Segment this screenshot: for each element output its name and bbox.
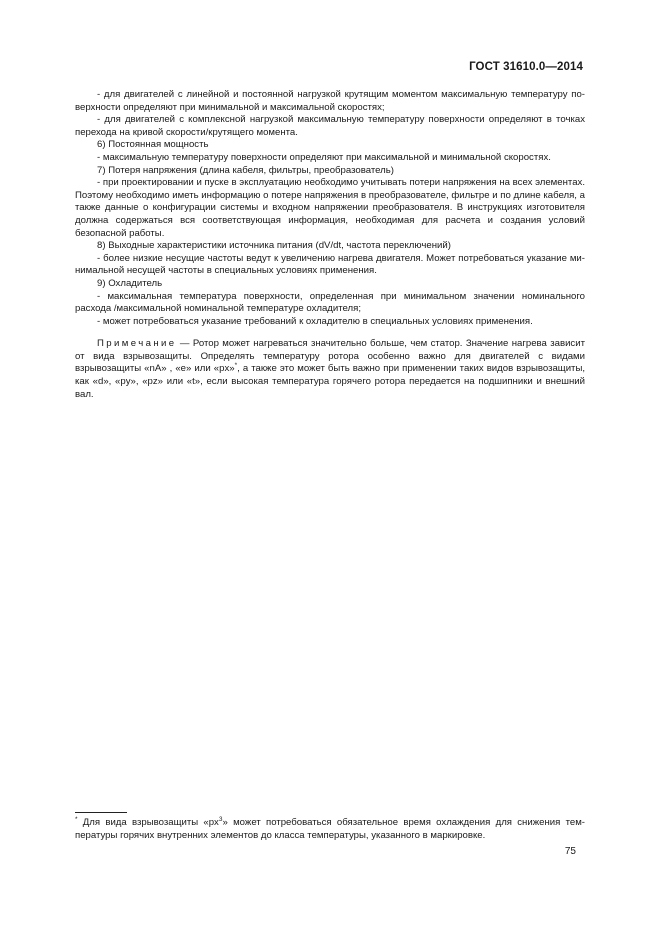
body-text [75,89,585,401]
note-text-continued: , а также это может быть важно при применении таких видов взрывозащиты, как «d», «py», «pz» или «t», если высокая температура горячего ротора передается на подшипники и внешний вал. [75,363,586,400]
footnote-reference-mark[interactable]: * [234,362,238,370]
paragraph: - более низкие несущие частоты ведут к увеличению нагрева двигателя. Может потребоваться указание ми-нимальной несущей частоты в специальных условиях применения. [75,252,585,277]
paragraph: 7) Потеря напряжения (длина кабеля, фильтры, преобразователь) [97,164,394,176]
paragraph: - для двигателей с линейной и постоянной нагрузкой крутящим моментом максимальную температуру по-верхности определяют при минимальной и максимальной скоростях; [75,89,585,113]
note-dash: — [176,338,193,350]
document-number-header: ГОСТ 31610.0—2014 [469,61,583,73]
footnote-mark: * [75,815,78,823]
footnote-text-continued: » может потребоваться обязательное время охлаждения для снижения тем-пературы горячих внутренних элементов до класса температуры, указанного в маркировке. [75,817,585,841]
note-paragraph [75,338,585,401]
paragraph: - может потребоваться указание требований к охладителю в специальных условиях применения. [97,315,533,327]
footnote-text: Для вида взрывозащиты «px [77,817,219,828]
paragraph: 6) Постоянная мощность [97,139,209,151]
paragraph: 9) Охладитель [97,277,163,289]
page-number: 75 [564,846,576,857]
note-label: Примечание [97,338,177,350]
footnote-superscript: 3 [218,815,223,823]
paragraph: - максимальная температура поверхности, определенная при минимальном значении номинального расхода /максимальной номинальной температуре охладителя; [75,290,585,315]
paragraph: - максимальную температуру поверхности определяют при максимальной и минимальной скоростях. [97,151,551,163]
paragraph: - при проектировании и пуске в эксплуатацию необходимо учитывать потери напряжения на всех элементах. Поэтому необходимо иметь информацию о потере напряжения в преобразователе, фильтре и по длине кабеля, а также данные о конфигурации системы и входном напряжении преобразователя. В инструкциях изготовителя должна содержаться вся соответствующая информация, необходимая для расчета и создания условий безопасной работы. [75,177,585,239]
footnote-separator [75,812,127,813]
footnote [75,817,585,842]
note-text: Ротор может нагреваться значительно больше, чем статор. Значение нагрева зависит от вида взрывозащиты. Определять температуру ротора особенно важно для двигателей с видами взрывозащиты «nA» , «e» или «px» [75,338,585,375]
paragraph: - для двигателей с комплексной нагрузкой максимальную температуру поверхности определяют в точках перехода на кривой скорости/крутящего момента. [75,114,585,138]
paragraph: 8) Выходные характеристики источника питания (dV/dt, частота переключений) [97,240,451,252]
